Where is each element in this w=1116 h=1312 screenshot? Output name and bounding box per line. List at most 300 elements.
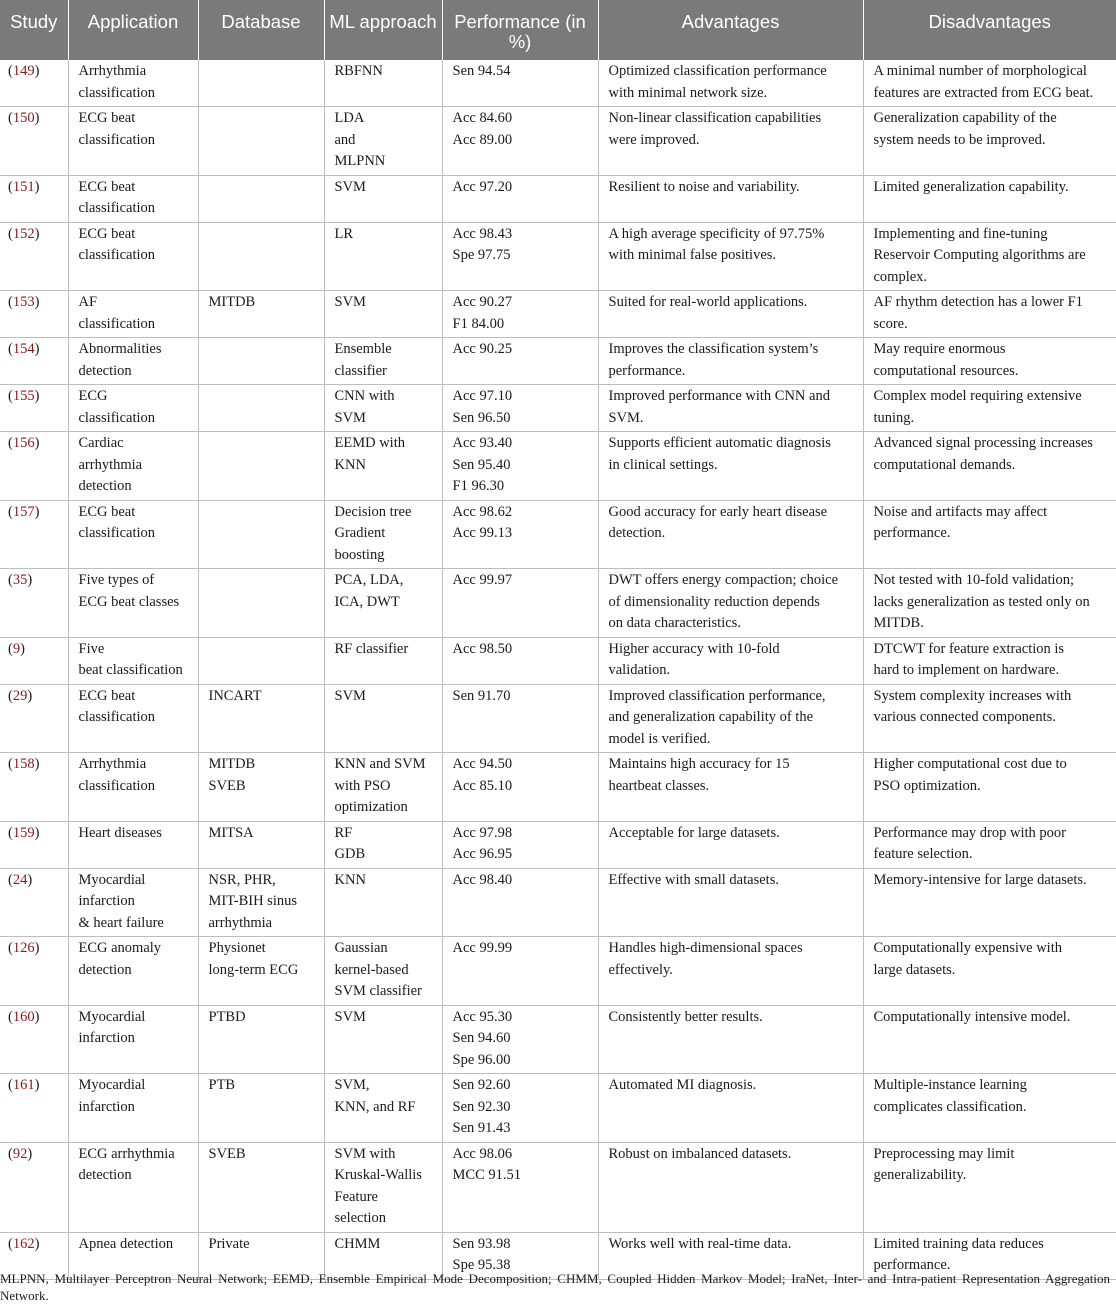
cell-line: performance. [873,525,951,541]
study-reference-link[interactable]: 92 [12,1145,28,1162]
cell-line: Reservoir Computing algorithms are [873,247,1086,263]
study-reference-link[interactable]: 156 [12,435,35,451]
study-reference-link[interactable]: 24 [12,871,28,888]
cell-line: Acc 98.40 [452,871,513,888]
cell-line: Supports efficient automatic diagnosis [608,435,831,451]
database-cell [198,753,324,822]
cell-line: RF classifier [334,640,409,657]
header-disadvantages: Disadvantages [863,0,1116,60]
table-row [0,1142,1116,1232]
database-cell [198,1074,324,1143]
cell-line: SVM, [334,1077,370,1093]
header-database: Database [198,0,324,60]
database-cell [198,107,324,176]
cell-line: infarction [78,1098,135,1115]
cell-line: Effective with small datasets. [608,871,779,888]
study-cell: (157) [0,500,68,569]
advantages-cell [598,1074,863,1143]
table-body [0,60,1116,1279]
cell-line: Not tested with 10-fold validation; [873,572,1075,588]
advantages-cell [598,753,863,822]
cell-line: large datasets. [873,961,956,978]
cell-line: Acc 97.20 [452,178,513,195]
cell-line: System complexity increases with [873,687,1072,704]
advantages-cell [598,569,863,638]
study-reference-link[interactable]: 35 [12,572,28,588]
cell-line: ECG beat [78,225,136,242]
advantages-cell [598,175,863,222]
ml-approach-cell [324,1142,442,1232]
cell-line: Sen 91.43 [452,1120,511,1136]
cell-line: & heart failure [78,914,164,931]
cell-line: Acc 95.30 [452,1008,513,1025]
table-row [0,1005,1116,1074]
performance-cell [442,937,598,1006]
cell-line: Acceptable for large datasets. [608,824,780,841]
table-row [0,1074,1116,1143]
cell-line: Handles high-dimensional spaces [608,940,803,956]
ml-approach-cell [324,937,442,1006]
table-row [0,500,1116,569]
study-cell: (92) [0,1142,68,1232]
performance-cell [442,1142,598,1232]
cell-line: KNN [334,871,366,888]
study-cell: (161) [0,1074,68,1143]
advantages-cell [598,385,863,432]
cell-line: with minimal network size. [608,84,768,101]
cell-line: Spe 95.38 [452,1257,511,1273]
cell-line: Maintains high accuracy for 15 [608,756,790,772]
advantages-cell [598,338,863,385]
disadvantages-cell [863,821,1116,868]
cell-line: DWT offers energy compaction; choice [608,572,839,588]
application-cell [68,1005,198,1074]
cell-line: computational resources. [873,362,1019,379]
study-cell: (155) [0,385,68,432]
cell-line: detection [78,961,132,978]
cell-line: PTB [208,1077,236,1093]
performance-cell [442,385,598,432]
disadvantages-cell [863,107,1116,176]
table-row [0,637,1116,684]
cell-line: Higher accuracy with 10-fold [608,640,780,657]
cell-line: Acc 99.13 [452,525,513,541]
cell-line: NSR, PHR, [208,871,276,888]
cell-line: GDB [334,846,366,862]
cell-line: Advanced signal processing increases [873,435,1093,451]
disadvantages-cell [863,1142,1116,1232]
study-reference-link[interactable]: 126 [12,940,35,956]
study-reference-link[interactable]: 154 [12,341,35,357]
study-reference-link[interactable]: 158 [12,756,35,772]
study-cell: (160) [0,1005,68,1074]
cell-line: SVM with [334,1145,396,1162]
ml-approach-cell [324,432,442,501]
table-row [0,107,1116,176]
cell-line: SVEB [208,1145,246,1162]
performance-cell [442,1005,598,1074]
study-reference-link[interactable]: 9 [12,640,21,657]
cell-line: Improved performance with CNN and [608,388,830,404]
cell-line: complicates classification. [873,1098,1027,1115]
cell-line: Myocardial [78,1008,146,1025]
cell-line: ICA, DWT [334,593,400,610]
cell-line: MCC 91.51 [452,1167,521,1183]
cell-line: system needs to be improved. [873,131,1046,148]
study-cell: (35) [0,569,68,638]
cell-line: Complex model requiring extensive [873,388,1082,404]
performance-cell [442,637,598,684]
table-row [0,291,1116,338]
cell-line: Noise and artifacts may affect [873,503,1048,520]
cell-line: performance. [873,1257,951,1273]
cell-line: Gaussian [334,940,388,956]
performance-cell [442,60,598,107]
disadvantages-cell [863,753,1116,822]
cell-line: Multiple-instance learning [873,1077,1027,1093]
cell-line: hard to implement on hardware. [873,662,1060,678]
performance-cell [442,222,598,291]
cell-line: validation. [608,662,671,678]
cell-line: ECG beat [78,687,136,704]
study-cell: (149) [0,60,68,107]
cell-line: SVM. [608,409,644,426]
advantages-cell [598,1005,863,1074]
study-reference-link[interactable]: 29 [12,687,28,704]
advantages-cell [598,107,863,176]
cell-line: Acc 90.25 [452,341,513,357]
cell-line: Acc 98.62 [452,503,513,520]
cell-line: Kruskal-Wallis [334,1167,422,1183]
study-reference-link[interactable]: 153 [12,294,35,310]
application-cell [68,175,198,222]
cell-line: long-term ECG [208,961,299,978]
cell-line: of dimensionality reduction depends [608,593,820,610]
cell-line: lacks generalization as tested only on [873,593,1090,610]
application-cell [68,684,198,753]
cell-line: kernel-based [334,961,409,978]
cell-line: effectively. [608,961,673,978]
cell-line: complex. [873,268,928,285]
cell-line: Acc 98.06 [452,1145,513,1162]
disadvantages-cell [863,684,1116,753]
cell-line: with minimal false positives. [608,247,777,263]
study-cell: (29) [0,684,68,753]
cell-line: on data characteristics. [608,615,741,631]
cell-line: optimization [334,799,408,815]
cell-line: Preprocessing may limit [873,1145,1015,1162]
cell-line: arrhythmia [208,914,273,931]
ml-approach-cell [324,107,442,176]
cell-line: PTBD [208,1008,246,1025]
cell-line: F1 96.30 [452,478,505,494]
cell-line: Acc 97.10 [452,388,513,404]
ml-approach-cell [324,868,442,937]
disadvantages-cell [863,868,1116,937]
cell-line: Acc 90.27 [452,294,513,310]
cell-line: Acc 94.50 [452,756,513,772]
advantages-cell [598,684,863,753]
cell-line: MITDB [208,294,256,310]
cell-line: features are extracted from ECG beat. [873,84,1094,101]
performance-cell [442,753,598,822]
cell-line: Automated MI diagnosis. [608,1077,757,1093]
cell-line: arrhythmia [78,456,143,473]
study-cell: (153) [0,291,68,338]
table-row [0,60,1116,107]
header-performance: Performance (in %) [442,0,598,60]
application-cell [68,222,198,291]
disadvantages-cell [863,291,1116,338]
cell-line: classification [78,247,156,263]
cell-line: score. [873,315,908,332]
header-ml-approach: ML approach [324,0,442,60]
table-row [0,385,1116,432]
cell-line: MLPNN [334,153,386,169]
table-row [0,222,1116,291]
cell-line: Myocardial [78,871,146,888]
application-cell [68,432,198,501]
cell-line: MIT-BIH sinus [208,893,297,909]
cell-line: generalizability. [873,1167,967,1183]
database-cell [198,937,324,1006]
ml-approach-cell [324,338,442,385]
cell-line: SVM classifier [334,983,422,999]
cell-line: AF [78,294,98,310]
cell-line: classification [78,777,156,794]
cell-line: Heart diseases [78,824,162,841]
performance-cell [442,500,598,569]
study-reference-link[interactable]: 162 [12,1235,35,1252]
performance-cell [442,338,598,385]
application-cell [68,937,198,1006]
header-row [0,0,1116,60]
cell-line: classifier [334,362,387,379]
cell-line: Limited generalization capability. [873,178,1069,195]
cell-line: A minimal number of morphological [873,63,1087,79]
cell-line: MITDB. [873,615,924,631]
study-reference-link[interactable]: 150 [12,110,35,126]
cell-line: ECG beat [78,503,136,520]
study-reference-link[interactable]: 151 [12,178,35,195]
cell-line: RF [334,824,353,841]
study-cell: (9) [0,637,68,684]
cell-line: Sen 93.98 [452,1235,511,1252]
advantages-cell [598,432,863,501]
cell-line: infarction [78,1030,135,1046]
database-cell [198,637,324,684]
cell-line: SVM [334,1008,366,1025]
database-cell [198,821,324,868]
performance-cell [442,868,598,937]
cell-line: Private [208,1235,250,1252]
disadvantages-cell [863,432,1116,501]
cell-line: Gradient [334,525,386,541]
table-row [0,569,1116,638]
application-cell [68,1142,198,1232]
table-row [0,753,1116,822]
cell-line: CNN with [334,388,395,404]
cell-line: Acc 89.00 [452,131,513,148]
cell-line: Physionet [208,940,266,956]
cell-line: selection [334,1210,387,1226]
study-cell: (126) [0,937,68,1006]
ml-approach-cell [324,500,442,569]
ml-approach-cell [324,821,442,868]
cell-line: Acc 99.99 [452,940,513,956]
cell-line: Optimized classification performance [608,63,827,79]
cell-line: classification [78,200,156,216]
study-cell: (24) [0,868,68,937]
ml-approach-cell [324,753,442,822]
cell-line: various connected components. [873,709,1056,725]
cell-line: Sen 91.70 [452,687,511,704]
application-cell [68,753,198,822]
database-cell [198,684,324,753]
table-header [0,0,1116,60]
cell-line: LR [334,225,354,242]
ml-approach-cell [324,222,442,291]
performance-cell [442,107,598,176]
study-reference-link[interactable]: 160 [12,1008,35,1025]
performance-cell [442,175,598,222]
disadvantages-cell [863,338,1116,385]
application-cell [68,107,198,176]
database-cell [198,868,324,937]
application-cell [68,338,198,385]
cell-line: Computationally intensive model. [873,1008,1071,1025]
cell-line: Implementing and fine-tuning [873,225,1048,242]
database-cell [198,432,324,501]
performance-cell [442,684,598,753]
cell-line: LDA [334,110,365,126]
cell-line: Improves the classification system’s [608,341,819,357]
cell-line: performance. [608,362,686,379]
performance-cell [442,821,598,868]
cell-line: were improved. [608,131,700,148]
cell-line: Sen 92.30 [452,1098,511,1115]
study-cell: (156) [0,432,68,501]
advantages-cell [598,60,863,107]
application-cell [68,385,198,432]
performance-cell [442,432,598,501]
advantages-cell [598,291,863,338]
cell-line: Consistently better results. [608,1008,763,1025]
table-row [0,821,1116,868]
performance-cell [442,291,598,338]
study-reference-link[interactable]: 155 [12,388,35,404]
cell-line: heartbeat classes. [608,777,710,794]
cell-line: Apnea detection [78,1235,174,1252]
cell-line: ECG beat [78,178,136,195]
cell-line: KNN and SVM [334,756,426,772]
study-reference-link[interactable]: 157 [12,503,35,520]
disadvantages-cell [863,637,1116,684]
disadvantages-cell [863,60,1116,107]
cell-line: detection [78,1167,132,1183]
advantages-cell [598,637,863,684]
table-row [0,868,1116,937]
study-cell: (150) [0,107,68,176]
cell-line: PSO optimization. [873,777,981,794]
disadvantages-cell [863,569,1116,638]
ml-approach-cell [324,385,442,432]
application-cell [68,821,198,868]
disadvantages-cell [863,500,1116,569]
cell-line: EEMD with [334,435,405,451]
cell-line: PCA, LDA, [334,572,404,588]
cell-line: and [334,131,356,148]
database-cell [198,569,324,638]
cell-line: detection [78,362,132,379]
ml-approach-cell [324,1005,442,1074]
cell-line: ECG anomaly [78,940,162,956]
cell-line: CHMM [334,1235,381,1252]
cell-line: Acc 98.50 [452,640,513,657]
cell-line: with PSO [334,777,391,794]
cell-line: Sen 92.60 [452,1077,511,1093]
table-row [0,684,1116,753]
advantages-cell [598,868,863,937]
cell-line: Sen 94.60 [452,1030,511,1046]
disadvantages-cell [863,1074,1116,1143]
cell-line: Cardiac [78,435,124,451]
study-cell: (154) [0,338,68,385]
cell-line: AF rhythm detection has a lower F1 [873,294,1083,310]
study-reference-link[interactable]: 152 [12,225,35,242]
cell-line: Acc 84.60 [452,110,513,126]
cell-line: SVM [334,178,366,195]
cell-line: KNN [334,456,366,473]
database-cell [198,60,324,107]
cell-line: detection. [608,525,666,541]
database-cell [198,222,324,291]
table-row [0,175,1116,222]
cell-line: Myocardial [78,1077,146,1093]
ml-approach-cell [324,637,442,684]
cell-line: INCART [208,687,262,704]
study-reference-link[interactable]: 159 [12,824,35,841]
cell-line: Sen 96.50 [452,409,511,426]
cell-line: ECG [78,388,108,404]
cell-line: MITDB [208,756,256,772]
application-cell [68,637,198,684]
cell-line: detection [78,478,132,494]
cell-line: F1 84.00 [452,315,505,332]
cell-line: infarction [78,893,135,909]
cell-line: in clinical settings. [608,456,718,473]
database-cell [198,175,324,222]
cell-line: Generalization capability of the [873,110,1057,126]
cell-line: Acc 98.43 [452,225,513,242]
cell-line: tuning. [873,409,915,426]
study-cell: (151) [0,175,68,222]
cell-line: Spe 96.00 [452,1051,511,1068]
cell-line: Improved classification performance, [608,687,826,704]
study-reference-link[interactable]: 161 [12,1077,35,1093]
study-reference-link[interactable]: 149 [12,63,35,79]
ml-approach-cell [324,569,442,638]
cell-line: Ensemble [334,341,392,357]
performance-cell [442,569,598,638]
database-cell [198,385,324,432]
header-application: Application [68,0,198,60]
application-cell [68,60,198,107]
table-row [0,432,1116,501]
database-cell [198,1005,324,1074]
application-cell [68,569,198,638]
cell-line: Resilient to noise and variability. [608,178,800,195]
